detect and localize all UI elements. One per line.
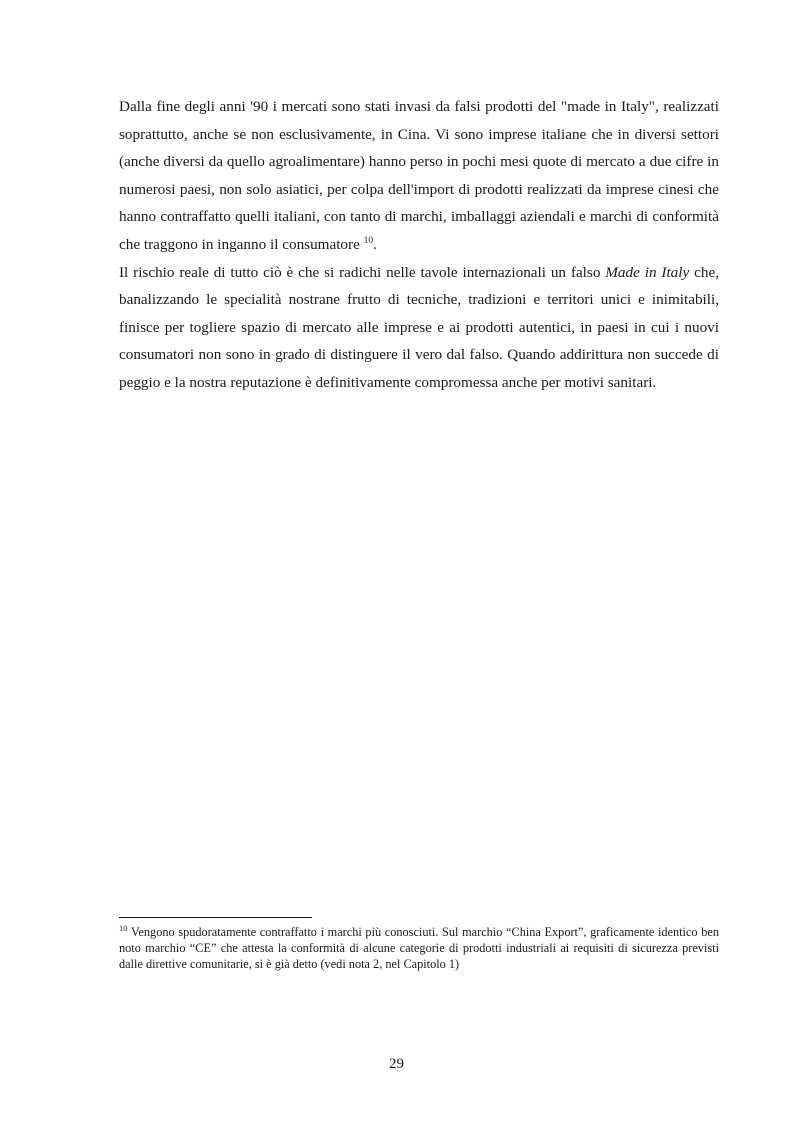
footnote-reference[interactable]: 10 xyxy=(363,235,374,246)
paragraph-text-end: che, banalizzando le specialità nostrane frutto di tecniche, tradizioni e territori unici e inimitabili, finisce per togliere spazio di mercato alle imprese e ai prodotti autentici, in paesi in cui i nuovi consumatori non sono in grado di distinguere il vero dal falso. Quando addirittura non succede di peggio e la nostra reputazione è definitivamente compromessa anche per motivi sanitari. xyxy=(119,263,719,391)
footnote-number: 10 xyxy=(119,922,128,933)
paragraph-text: Il rischio reale di tutto ciò è che si radichi nelle tavole internazionali un falso xyxy=(119,263,606,281)
paragraph-made-in-italy-counterfeits xyxy=(119,93,719,259)
emphasis-made-in-italy: Made in Italy xyxy=(605,263,690,281)
paragraph-text-end: . xyxy=(373,235,377,253)
paragraph-text: Dalla fine degli anni '90 i mercati sono stati invasi da falsi prodotti del "made in Italy", realizzati soprattutto, anche se non esclusivamente, in Cina. Vi sono imprese italiane che in diversi settori (anche diversi da quello agroalimentare) hanno perso in pochi mesi quote di mercato a due cifre in numerosi paesi, non solo asiatici, per colpa dell'import di prodotti realizzati da imprese cinesi che hanno contraffatto quelli italiani, con tanto di marchi, imballaggi aziendali e marchi di conformità che traggono in inganno il consumatore xyxy=(119,98,719,253)
page-number: 29 xyxy=(389,1056,404,1072)
footnote-text: Vengono spudoratamente contraffatto i marchi più conosciuti. Sul marchio “China Export”, graficamente identico ben noto marchio “CE” che attesta la conformità di alcune categorie di prodotti industriali ai requisiti di sicurezza previsti dalle direttive comunitarie, si è già detto (vedi nota 2, nel Capitolo 1) xyxy=(119,925,719,972)
footnote-separator xyxy=(119,917,312,918)
footnote xyxy=(119,924,719,973)
body-text xyxy=(119,93,719,397)
paragraph-risk xyxy=(119,259,719,397)
